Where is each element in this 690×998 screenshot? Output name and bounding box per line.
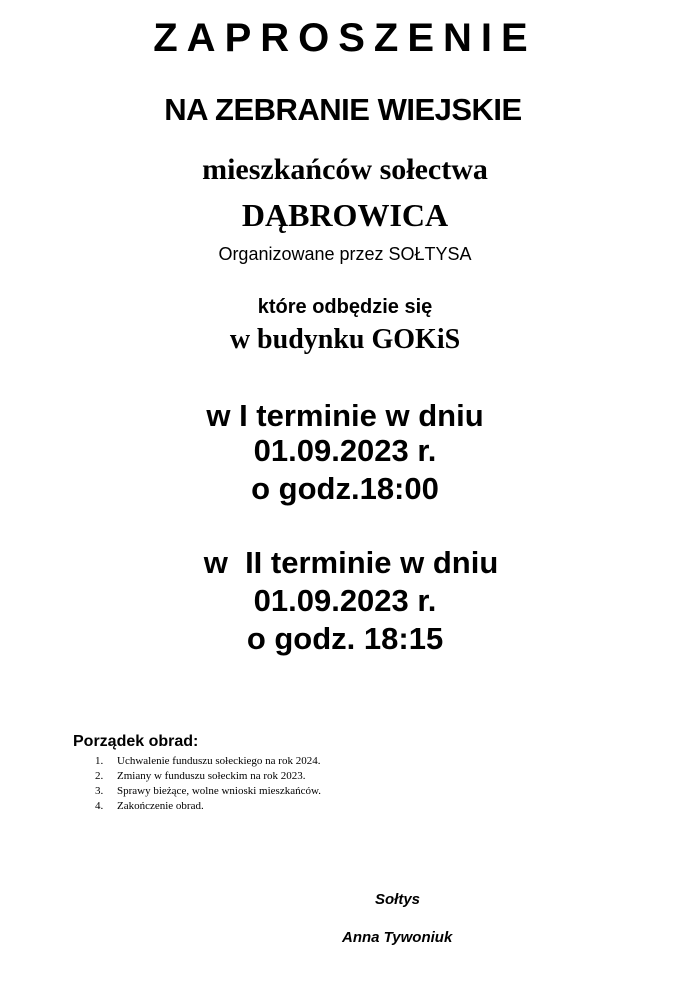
signature-role: Sołtys bbox=[375, 891, 421, 908]
agenda-item bbox=[73, 784, 321, 799]
agenda-list bbox=[73, 754, 321, 814]
signature-name: Anna Tywoniuk bbox=[342, 929, 453, 946]
agenda-item-number: 3. bbox=[95, 785, 104, 797]
agenda-item bbox=[73, 754, 321, 769]
agenda-item-number: 2. bbox=[95, 770, 104, 782]
agenda-title: Porządek obrad: bbox=[73, 733, 199, 750]
agenda-item-text: Uchwalenie funduszu sołeckiego na rok 2024. bbox=[117, 755, 321, 767]
term2-date: 01.09.2023 r. bbox=[253, 583, 437, 618]
village-name: DĄBROWICA bbox=[241, 197, 449, 233]
agenda-item-text: Zmiany w funduszu sołeckim na rok 2023. bbox=[117, 770, 306, 782]
term1-date: 01.09.2023 r. bbox=[253, 433, 437, 468]
agenda-item-number: 1. bbox=[95, 755, 104, 767]
term2-time: o godz. 18:15 bbox=[246, 621, 444, 656]
document-subtitle: NA ZEBRANIE WIEJSKIE bbox=[164, 92, 522, 127]
agenda-item bbox=[73, 799, 321, 814]
agenda-item bbox=[73, 769, 321, 784]
location-intro: które odbędzie się bbox=[257, 296, 433, 318]
residents-line: mieszkańców sołectwa bbox=[202, 153, 488, 186]
document-title: ZAPROSZENIE bbox=[153, 16, 537, 60]
agenda-item-text: Sprawy bieżące, wolne wnioski mieszkańców. bbox=[117, 785, 321, 797]
agenda-item-text: Zakończenie obrad. bbox=[117, 800, 204, 812]
term1-label: w I terminie w dniu bbox=[206, 398, 484, 433]
agenda-item-number: 4. bbox=[95, 800, 104, 812]
agenda-section bbox=[73, 733, 321, 814]
term2-label: w II terminie w dniu bbox=[203, 545, 499, 580]
organizer-line: Organizowane przez SOŁTYSA bbox=[218, 244, 472, 264]
term1-time: o godz.18:00 bbox=[251, 471, 439, 506]
location-building: w budynku GOKiS bbox=[229, 324, 461, 355]
